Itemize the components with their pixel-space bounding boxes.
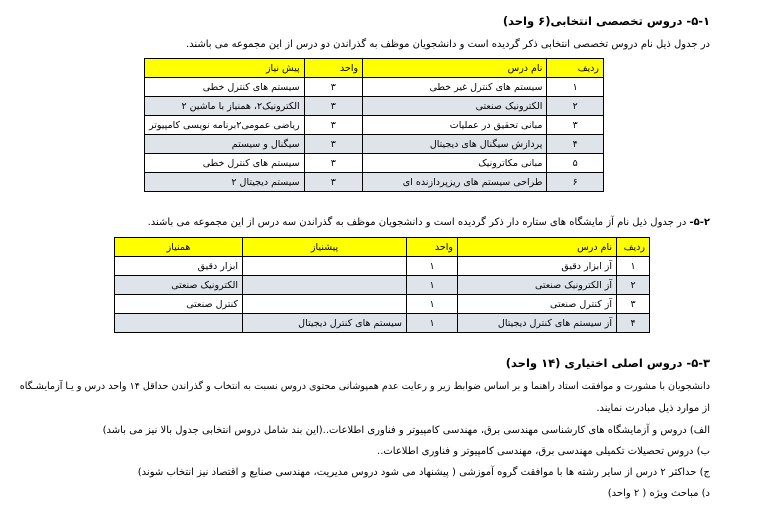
section-3-heading: ۵-۳- دروس اصلی اختیاری (۱۴ واحد) xyxy=(505,356,710,370)
course-name: آز ابزار دقیق xyxy=(458,257,617,276)
table-row xyxy=(115,314,650,333)
list-item: د) مباحث ویژه ( ۲ واحد) xyxy=(607,488,710,499)
course-name: پردازش سیگنال های دیجیتال xyxy=(363,135,547,154)
lab-courses-table xyxy=(114,237,650,333)
list-item: الف) دروس و آزمایشگاه های کارشناسی مهندسی برق، مهندسی کامپیوتر و فناوری اطلاعات..(این بند شامل دروس انتخابی جدول بالا نیز می باشد) xyxy=(102,425,710,436)
row-number: ۳ xyxy=(617,295,650,314)
section-2-number: ۵-۲- xyxy=(689,217,710,228)
table-row xyxy=(115,257,650,276)
section-2-intro-line xyxy=(148,216,710,230)
list-item: ج) حداکثر ۲ درس از سایر رشته ها با موافقت گروه آموزشی ( پیشنهاد می شود دروس مدیریت، مهندسی صنایع و اقتصاد نیز انتخاب شوند) xyxy=(137,467,710,478)
col-units-header: واحد xyxy=(407,238,458,257)
section-3-paragraph-line2: از موارد ذیل مبادرت نمایند. xyxy=(596,403,710,414)
course-prereq: سیگنال و سیستم xyxy=(145,135,305,154)
col-coreq-header: همنیاز xyxy=(115,238,243,257)
course-name: مبانی مکاترونیک xyxy=(363,154,547,173)
course-units: ۱ xyxy=(407,257,458,276)
table-row xyxy=(145,173,604,192)
course-prereq: ریاضی عمومی۲برنامه نویسی کامپیوتر xyxy=(145,116,305,135)
section-3-paragraph-line1: دانشجویان با مشورت و موافقت استاد راهنما و بر اساس ضوابط زیر و رعایت عدم همپوشانی محتوی دروس نسبت به انتخاب و گذراندن حداقل ۱۴ واحد درس و یـا آزمایشـگاه xyxy=(19,381,710,392)
section-1-intro: در جدول ذیل نام دروس تخصصی انتخابی ذکر گردیده است و دانشجویان موظف به گذراندن دو درس از این مجموعه می باشند. xyxy=(185,39,710,50)
row-number: ۴ xyxy=(617,314,650,333)
table-row xyxy=(115,295,650,314)
course-prereq: سیستم های کنترل خطی xyxy=(145,154,305,173)
col-prereq-header: پیشنیاز xyxy=(243,238,407,257)
section-2-intro: در جدول ذیل نام آز مایشگاه های ستاره دار ذکر گردیده است و دانشجویان موظف به گذراندن سه درس از این مجموعه می باشند. xyxy=(147,217,687,228)
section-1-heading: ۵-۱- دروس تخصصی انتخابی(۶ واحد) xyxy=(502,14,710,28)
course-name: آز سیستم های کنترل دیجیتال xyxy=(458,314,617,333)
table-row xyxy=(115,276,650,295)
list-item: ب) دروس تحصیلات تکمیلی مهندسی برق، مهندسی کامپیوتر و فناوری اطلاعات.. xyxy=(377,446,710,457)
course-units: ۳ xyxy=(304,116,362,135)
col-row-header: ردیف xyxy=(547,59,604,78)
table-header-row xyxy=(145,59,604,78)
course-prereq: سیستم های کنترل خطی xyxy=(145,78,305,97)
course-units: ۱ xyxy=(407,276,458,295)
course-units: ۳ xyxy=(304,135,362,154)
row-number: ۱ xyxy=(547,78,604,97)
elective-courses-table xyxy=(144,58,604,192)
course-name: طراحی سیستم های ریزپردازنده ای xyxy=(363,173,547,192)
row-number: ۴ xyxy=(547,135,604,154)
table-header-row xyxy=(115,238,650,257)
row-number: ۲ xyxy=(617,276,650,295)
course-prereq: سیستم دیجیتال ۲ xyxy=(145,173,305,192)
course-prereq xyxy=(243,257,407,276)
col-course-header: نام درس xyxy=(458,238,617,257)
course-name: آز کنترل صنعتی xyxy=(458,295,617,314)
course-name: مبانی تحقیق در عملیات xyxy=(363,116,547,135)
course-name: آز الکترونیک صنعتی xyxy=(458,276,617,295)
course-name: سیستم های کنترل غیر خطی xyxy=(363,78,547,97)
table-row xyxy=(145,154,604,173)
course-prereq: الکترونیک۲، همنیاز با ماشین ۲ xyxy=(145,97,305,116)
course-units: ۳ xyxy=(304,154,362,173)
row-number: ۵ xyxy=(547,154,604,173)
course-units: ۱ xyxy=(407,295,458,314)
col-units-header: واحد xyxy=(304,59,362,78)
course-coreq: کنترل صنعتی xyxy=(115,295,243,314)
course-units: ۳ xyxy=(304,78,362,97)
course-units: ۳ xyxy=(304,173,362,192)
course-coreq xyxy=(115,314,243,333)
table-row xyxy=(145,97,604,116)
table-row xyxy=(145,78,604,97)
col-prereq-header: پیش نیاز xyxy=(145,59,305,78)
col-course-header: نام درس xyxy=(363,59,547,78)
course-name: الکترونیک صنعتی xyxy=(363,97,547,116)
course-coreq: الکترونیک صنعتی xyxy=(115,276,243,295)
course-prereq: سیستم های کنترل دیجیتال xyxy=(243,314,407,333)
table-row xyxy=(145,116,604,135)
course-units: ۱ xyxy=(407,314,458,333)
section-3-items xyxy=(103,420,710,504)
course-prereq xyxy=(243,276,407,295)
table-row xyxy=(145,135,604,154)
row-number: ۳ xyxy=(547,116,604,135)
row-number: ۲ xyxy=(547,97,604,116)
row-number: ۱ xyxy=(617,257,650,276)
row-number: ۶ xyxy=(547,173,604,192)
course-units: ۳ xyxy=(304,97,362,116)
col-row-header: ردیف xyxy=(617,238,650,257)
course-prereq xyxy=(243,295,407,314)
course-coreq: ابزار دقیق xyxy=(115,257,243,276)
